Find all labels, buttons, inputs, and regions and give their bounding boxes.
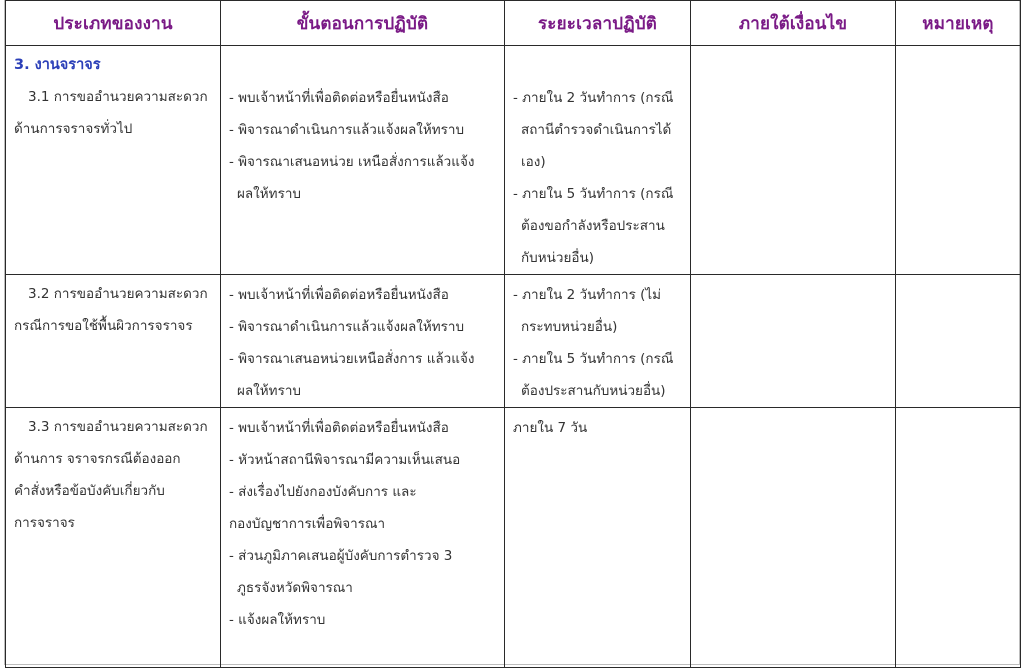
duration-line: - ภายใน 5 วันทำการ (กรณี [513,351,674,367]
header-remarks: หมายเหตุ [896,1,1021,46]
duration-cell [505,46,691,275]
procedure-step-continuation: กองบัญชาการเพื่อพิจารณา [229,516,386,532]
work-type-line: การจราจร [14,515,75,531]
procedure-cell [221,46,505,275]
work-type-cell [6,408,221,668]
work-type-line: ด้านการจราจรทั่วไป [14,121,133,137]
table-row [6,46,1021,275]
procedure-step-continuation: ผลให้ทราบ [237,383,301,399]
duration-line: กระทบหน่วยอื่น) [521,319,618,335]
work-type-cell [6,275,221,408]
procedure-step: - พบเจ้าหน้าที่เพื่อติดต่อหรือยื่นหนังสือ [229,287,449,303]
conditions-cell [691,275,896,408]
duration-line: กับหน่วยอื่น) [521,250,594,266]
procedure-step: - พิจารณาดำเนินการแล้วแจ้งผลให้ทราบ [229,319,465,335]
remarks-cell [896,408,1021,668]
header-procedure: ขั้นตอนการปฏิบัติ [221,1,505,46]
procedure-step: - พิจารณาดำเนินการแล้วแจ้งผลให้ทราบ [229,122,465,138]
procedure-step: - พบเจ้าหน้าที่เพื่อติดต่อหรือยื่นหนังสือ [229,90,449,106]
remarks-cell [896,46,1021,275]
procedure-step-continuation: ภูธรจังหวัดพิจารณา [237,580,353,596]
procedure-step: - พบเจ้าหน้าที่เพื่อติดต่อหรือยื่นหนังสือ [229,420,449,436]
procedure-cell [221,408,505,668]
remarks-cell [896,275,1021,408]
work-type-line: คำสั่งหรือข้อบังคับเกี่ยวกับ [14,483,165,499]
document-page [4,0,1020,665]
table-row [6,408,1021,668]
service-steps-table [5,0,1021,668]
duration-line: สถานีตำรวจดำเนินการได้ [521,122,672,138]
duration-line: ภายใน 7 วัน [513,420,588,436]
procedure-step: - พิจารณาเสนอหน่วย เหนือสั่งการแล้วแจ้ง [229,154,475,170]
procedure-cell [221,275,505,408]
conditions-cell [691,46,896,275]
duration-cell [505,408,691,668]
procedure-step: - แจ้งผลให้ทราบ [229,612,326,628]
procedure-step: - ส่งเรื่องไปยังกองบังคับการ และ [229,484,417,500]
header-conditions: ภายใต้เงื่อนไข [691,1,896,46]
work-type-line: ด้านการ จราจรกรณีต้องออก [14,451,181,467]
header-duration: ระยะเวลาปฏิบัติ [505,1,691,46]
duration-line: ต้องขอกำลังหรือประสาน [521,218,665,234]
work-type-line: 3.2 การขออำนวยความสะดวก [28,286,208,302]
duration-line: ต้องประสานกับหน่วยอื่น) [521,383,666,399]
procedure-step: - หัวหน้าสถานีพิจารณามีความเห็นเสนอ [229,452,461,468]
procedure-step-continuation: ผลให้ทราบ [237,186,301,202]
work-type-line: กรณีการขอใช้พื้นผิวการจราจร [14,318,193,334]
work-type-line: 3.3 การขออำนวยความสะดวก [28,419,208,435]
table-row [6,275,1021,408]
procedure-step: - พิจารณาเสนอหน่วยเหนือสั่งการ แล้วแจ้ง [229,351,475,367]
work-type-cell [6,46,221,275]
duration-line: - ภายใน 5 วันทำการ (กรณี [513,186,674,202]
duration-line: เอง) [521,154,546,170]
duration-cell [505,275,691,408]
header-work-type: ประเภทของงาน [6,1,221,46]
conditions-cell [691,408,896,668]
duration-line: - ภายใน 2 วันทำการ (กรณี [513,90,674,106]
procedure-step: - ส่วนภูมิภาคเสนอผู้บังคับการตำรวจ 3 [229,548,453,564]
section-title: 3. งานจราจร [14,57,101,73]
duration-line: - ภายใน 2 วันทำการ (ไม่ [513,287,662,303]
header-row [6,1,1021,46]
work-type-line: 3.1 การขออำนวยความสะดวก [28,89,208,105]
